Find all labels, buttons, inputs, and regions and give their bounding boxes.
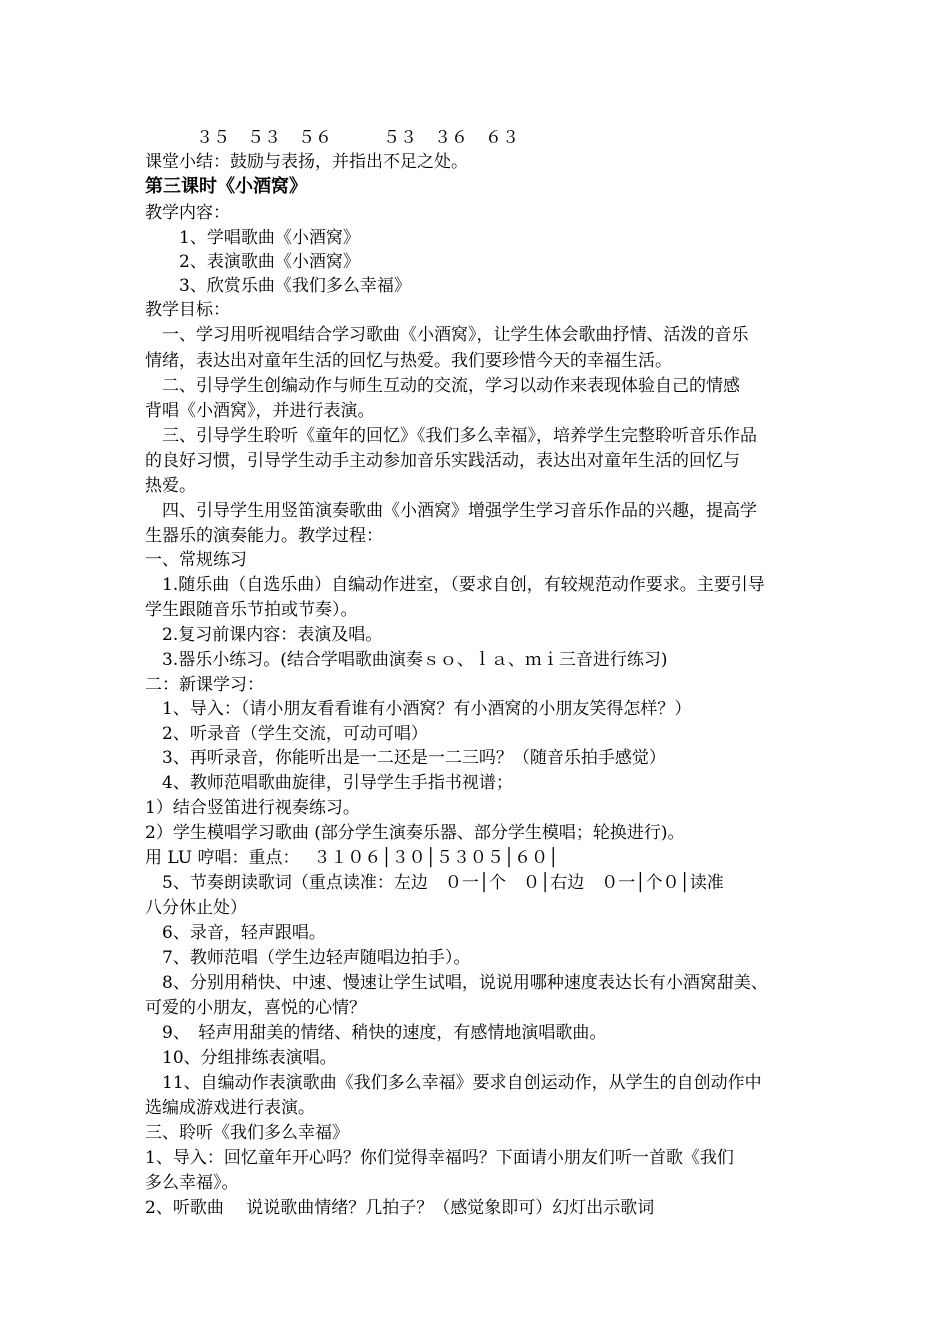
- text-line: 1、导入：（请小朋友看看谁有小酒窝？有小酒窝的小朋友笑得怎样？）: [145, 699, 692, 719]
- text-line: 可爱的小朋友，喜悦的心情？: [145, 998, 366, 1018]
- text-line: 6、录音，轻声跟唱。: [145, 923, 326, 943]
- text-line: 三、引导学生聆听《童年的回忆》《我们多么幸福》，培养学生完整聆听音乐作品: [145, 426, 757, 446]
- section-label: 教学内容：: [145, 203, 230, 223]
- text-line: 背唱《小酒窝》，并进行表演。: [145, 401, 375, 421]
- text-line: 1.随乐曲（自选乐曲）自编动作进室，（要求自创，有较规范动作要求。主要引导: [145, 575, 765, 595]
- text-line: 9、 轻声用甜美的情绪、稍快的速度，有感情地演唱歌曲。: [145, 1023, 607, 1043]
- text-line: 11、自编动作表演歌曲《我们多么幸福》要求自创运动作，从学生的自创动作中: [145, 1073, 762, 1093]
- text-line: 5、节奏朗读歌词（重点读准：左边 ０一│个 ０│右边 ０一│个０│读准: [145, 873, 724, 893]
- text-line: 生器乐的演奏能力。教学过程：: [145, 526, 383, 546]
- text-line: 一、学习用听视唱结合学习歌曲《小酒窝》，让学生体会歌曲抒情、活泼的音乐: [145, 325, 749, 345]
- summary-line: 课堂小结：鼓励与表扬，并指出不足之处。: [145, 152, 468, 172]
- text-line: 3、再听录音，你能听出是一二还是一二三吗？（随音乐拍手感觉）: [145, 748, 666, 768]
- text-line: 7、教师范唱（学生边轻声随唱边拍手）。: [145, 948, 471, 968]
- notation-line: 用 LU 哼唱：重点： ３１０６│３０│５３０５│６０│: [145, 848, 559, 868]
- text-line: 四、引导学生用竖笛演奏歌曲《小酒窝》增强学生学习音乐作品的兴趣，提高学: [145, 501, 757, 521]
- text-line: 1、学唱歌曲《小酒窝》: [145, 228, 360, 248]
- text-line: 8、分别用稍快、中速、慢速让学生试唱，说说用哪种速度表达长有小酒窝甜美、: [145, 973, 768, 993]
- text-line: 4、教师范唱歌曲旋律，引导学生手指书视谱；: [145, 773, 513, 793]
- text-line: 多么幸福》。: [145, 1173, 239, 1193]
- text-line: 学生跟随音乐节拍或节奏）。: [145, 600, 358, 620]
- text-line: 八分休止处）: [145, 898, 247, 918]
- text-line: 3.器乐小练习。(结合学唱歌曲演奏ｓｏ、ｌａ、ｍｉ三音进行练习): [145, 650, 668, 670]
- text-line: 10、分组排练表演唱。: [145, 1048, 337, 1068]
- section-heading: 一、常规练习: [145, 550, 247, 570]
- notation-line: ３５ ５３ ５６ ５３ ３６ ６３: [145, 128, 519, 148]
- section-heading: 三、聆听《我们多么幸福》: [145, 1123, 349, 1143]
- text-line: 2.复习前课内容：表演及唱。: [145, 625, 383, 645]
- section-heading: 二：新课学习：: [145, 675, 264, 695]
- text-line: 情绪，表达出对童年生活的回忆与热爱。我们要珍惜今天的幸福生活。: [145, 351, 672, 371]
- text-line: 2、听歌曲 说说歌曲情绪？几拍子？（感觉象即可）幻灯出示歌词: [145, 1198, 655, 1218]
- text-line: 1、导入：回忆童年开心吗？你们觉得幸福吗？下面请小朋友们听一首歌《我们: [145, 1148, 734, 1168]
- text-line: 热爱。: [145, 476, 196, 496]
- text-line: 选编成游戏进行表演。: [145, 1098, 315, 1118]
- text-line: 2、表演歌曲《小酒窝》: [145, 252, 360, 272]
- text-line: 1）结合竖笛进行视奏练习。: [145, 798, 360, 818]
- lesson-title: 第三课时《小酒窝》: [145, 176, 307, 197]
- text-line: 2、听录音（学生交流，可动可唱）: [145, 724, 428, 744]
- text-line: 3、欣赏乐曲《我们多么幸福》: [145, 276, 411, 296]
- text-line: 2）学生模唱学习歌曲 (部分学生演奏乐器、部分学生模唱；轮换进行)。: [145, 823, 685, 843]
- text-line: 的良好习惯，引导学生动手主动参加音乐实践活动，表达出对童年生活的回忆与: [145, 451, 740, 471]
- text-line: 二、引导学生创编动作与师生互动的交流，学习以动作来表现体验自己的情感: [145, 376, 740, 396]
- section-label: 教学目标：: [145, 300, 230, 320]
